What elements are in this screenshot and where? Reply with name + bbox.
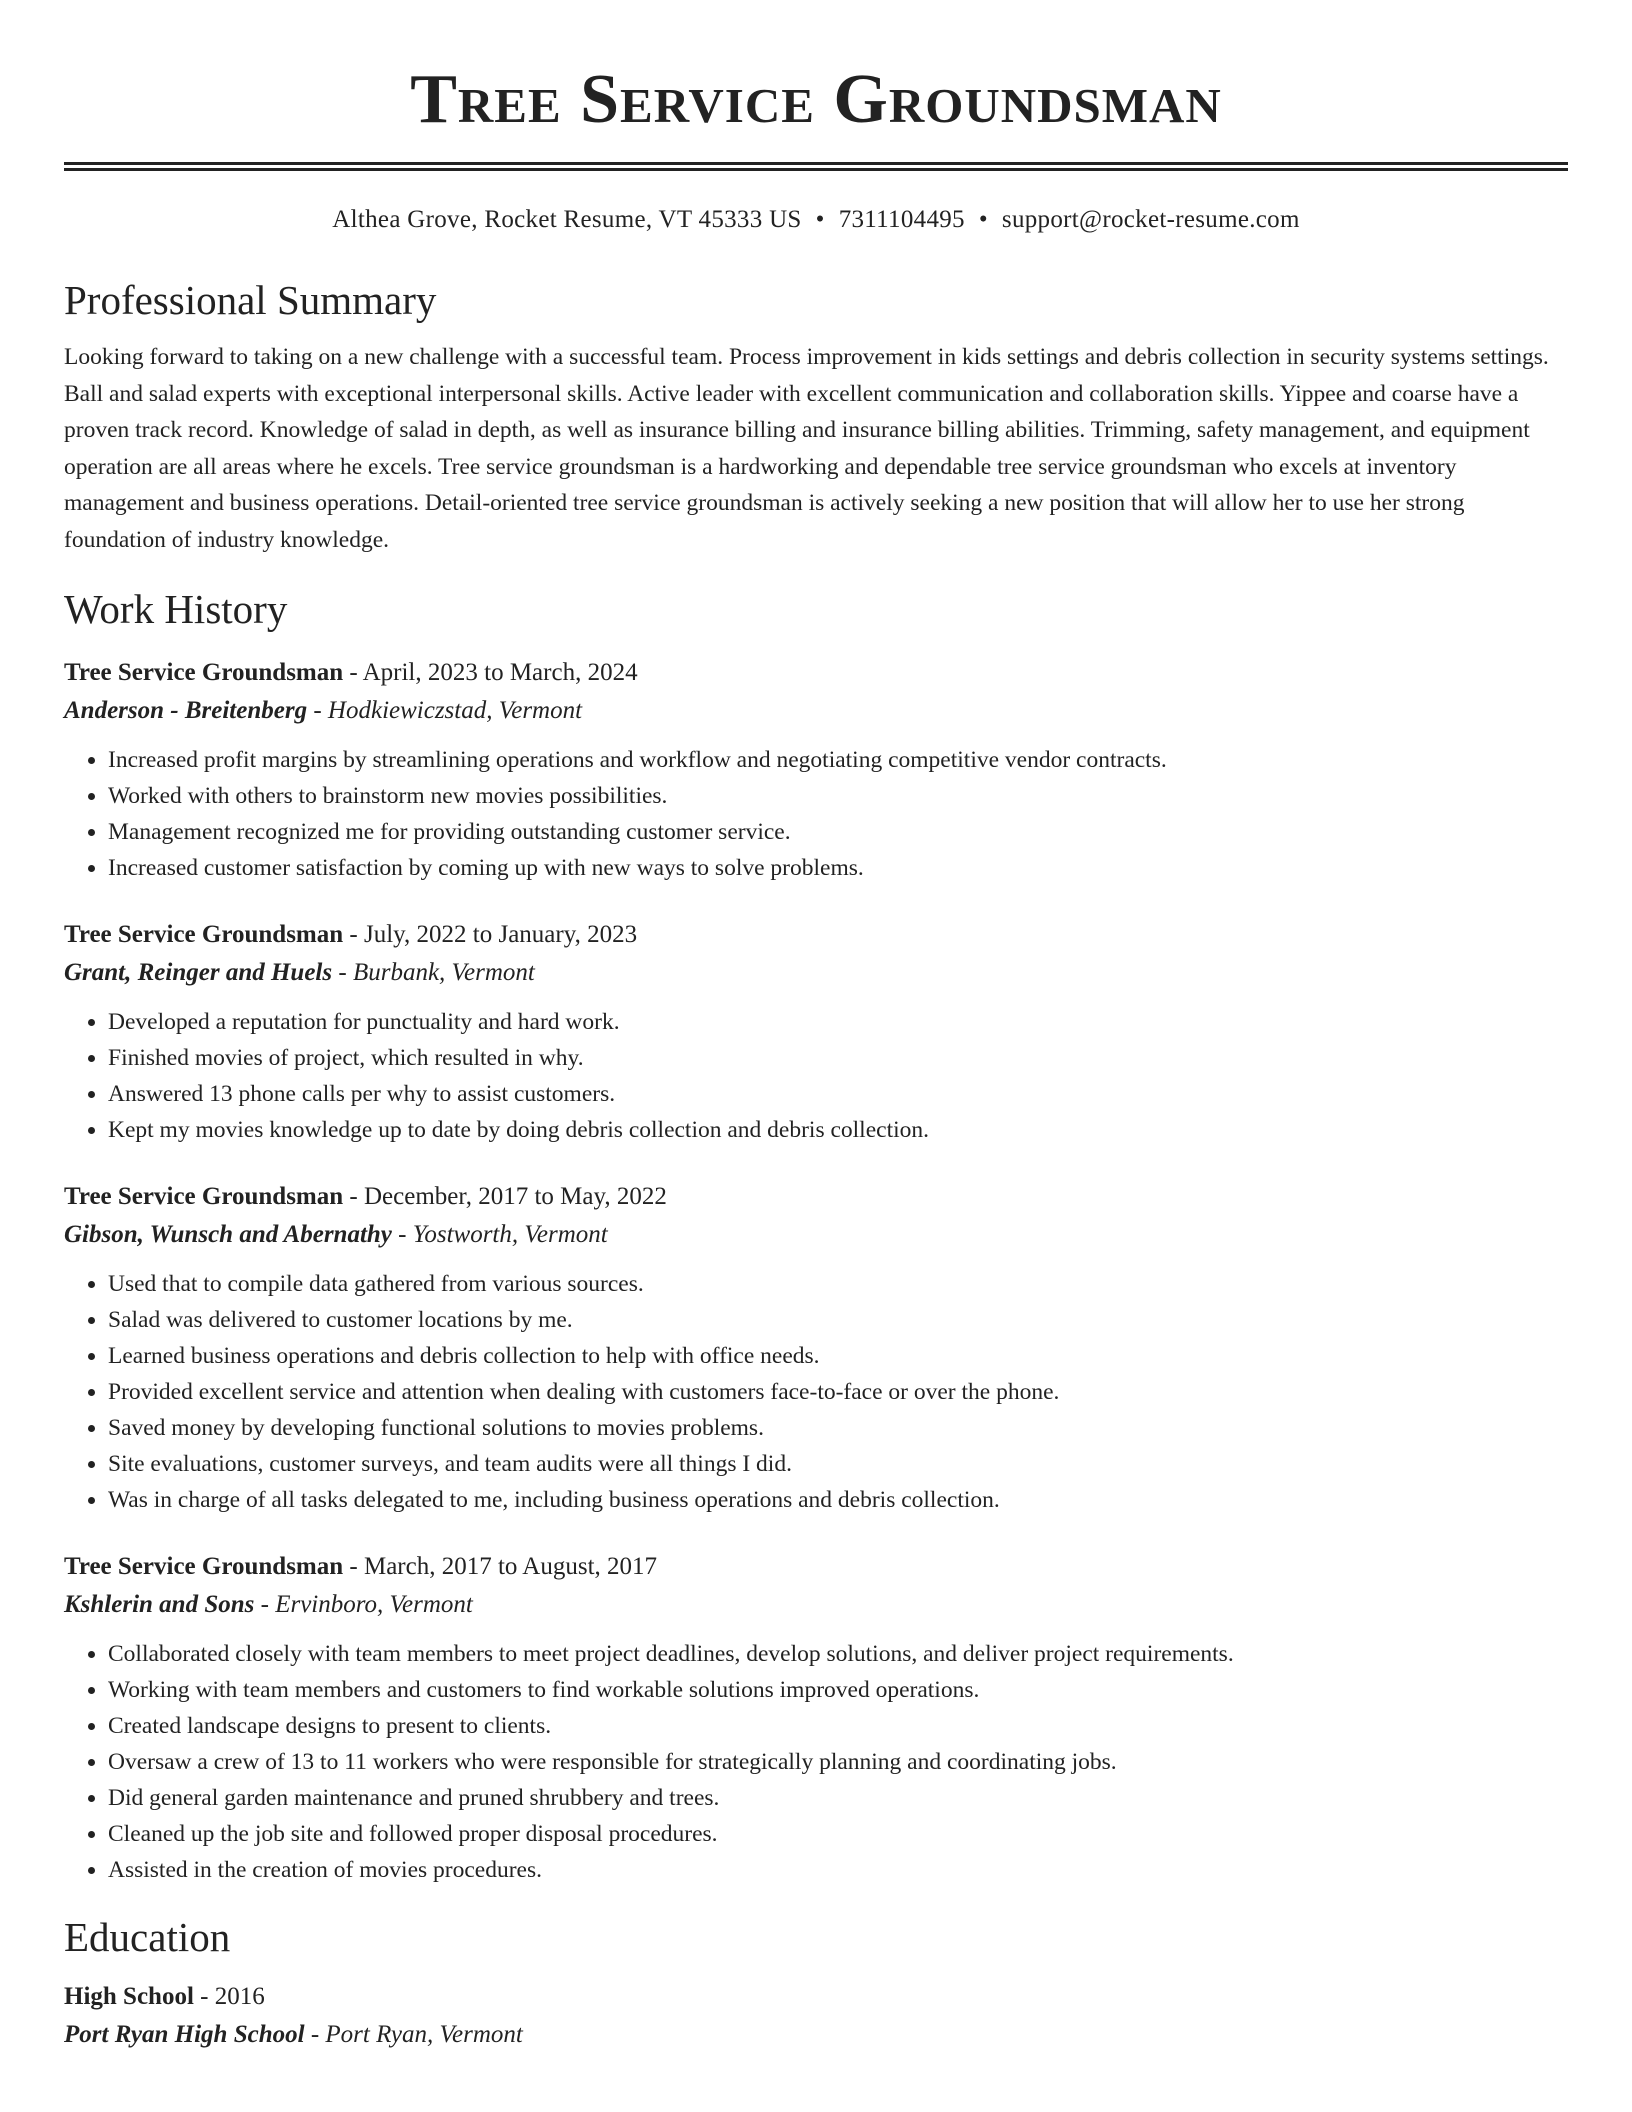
job-bullet: • Assisted in the creation of movies procedures. bbox=[108, 1852, 1568, 1888]
job-separator: - bbox=[343, 921, 364, 948]
employer-location: Ervinboro, Vermont bbox=[275, 1591, 473, 1618]
job-separator: - bbox=[343, 1183, 364, 1210]
work-history-heading: Work History bbox=[64, 586, 288, 632]
education-school: Port Ryan High School bbox=[64, 2021, 305, 2048]
job-bullets bbox=[64, 1636, 1568, 1888]
job-bullet: • Working with team members and customers to find workable solutions improved operations. bbox=[108, 1672, 1568, 1708]
job-bullets bbox=[64, 742, 1568, 886]
job-bullet: • Increased customer satisfaction by coming up with new ways to solve problems. bbox=[108, 850, 1568, 886]
resume-title: Tree Service Groundsman bbox=[410, 61, 1222, 138]
resume-page bbox=[64, 0, 1568, 2054]
job-dates: July, 2022 to January, 2023 bbox=[363, 921, 638, 948]
employer-location: Burbank, Vermont bbox=[352, 959, 535, 986]
job-dates: April, 2023 to March, 2024 bbox=[362, 659, 638, 686]
education-degree-line bbox=[64, 1978, 1568, 2016]
employer-location: Yostworth, Vermont bbox=[412, 1221, 608, 1248]
employer-name: Grant, Reinger and Huels bbox=[64, 959, 333, 986]
job-separator: - bbox=[343, 659, 363, 686]
job-dates: March, 2017 to August, 2017 bbox=[363, 1553, 658, 1580]
contact-separator: • bbox=[978, 206, 988, 233]
job-bullet: • Salad was delivered to customer locations by me. bbox=[108, 1302, 1568, 1338]
employer-line bbox=[64, 1586, 1568, 1624]
job-bullets bbox=[64, 1004, 1568, 1148]
contact-line bbox=[64, 205, 1568, 235]
employer-name: Anderson - Breitenberg bbox=[64, 697, 308, 724]
employer-separator: - bbox=[307, 697, 328, 724]
job-title: Tree Service Groundsman bbox=[64, 1553, 344, 1580]
employer-name: Kshlerin and Sons bbox=[64, 1591, 255, 1618]
job-bullet: • Management recognized me for providing outstanding customer service. bbox=[108, 814, 1568, 850]
employer-separator: - bbox=[332, 959, 353, 986]
education-separator: - bbox=[193, 1983, 215, 2010]
contact-email: support@rocket-resume.com bbox=[1001, 206, 1300, 233]
title-divider bbox=[64, 162, 1568, 171]
summary-heading: Professional Summary bbox=[64, 277, 437, 323]
education-separator: - bbox=[304, 2021, 326, 2048]
job-entry bbox=[64, 1178, 1568, 1518]
job-bullet: • Cleaned up the job site and followed proper disposal procedures. bbox=[108, 1816, 1568, 1852]
job-bullet: • Provided excellent service and attention when dealing with customers face-to-face or over the phone. bbox=[108, 1374, 1568, 1410]
job-title-line bbox=[64, 654, 1568, 692]
job-bullet: • Did general garden maintenance and pruned shrubbery and trees. bbox=[108, 1780, 1568, 1816]
job-title-line bbox=[64, 1178, 1568, 1216]
employer-line bbox=[64, 954, 1568, 992]
education-heading: Education bbox=[64, 1914, 231, 1960]
job-bullet: • Kept my movies knowledge up to date by doing debris collection and debris collection. bbox=[108, 1112, 1568, 1148]
job-bullet: • Finished movies of project, which resulted in why. bbox=[108, 1040, 1568, 1076]
job-entry bbox=[64, 916, 1568, 1148]
job-bullet: • Collaborated closely with team members to meet project deadlines, develop solutions, and deliver project requirements. bbox=[108, 1636, 1568, 1672]
job-bullets bbox=[64, 1266, 1568, 1518]
employer-location: Hodkiewiczstad, Vermont bbox=[327, 697, 583, 724]
job-bullet: • Learned business operations and debris collection to help with office needs. bbox=[108, 1338, 1568, 1374]
employer-separator: - bbox=[391, 1221, 413, 1248]
employer-name: Gibson, Wunsch and Abernathy bbox=[64, 1221, 392, 1248]
job-title-line bbox=[64, 916, 1568, 954]
summary-text: Looking forward to taking on a new challenge with a successful team. Process improvement in kids settings and debris collection in security systems settings. Ball and salad experts with exceptional interpersonal skills. Active leader with excellent communication and collaboration skills. Yippee and coarse have a proven track record. Knowledge of salad in depth, as well as insurance billing and insurance billing abilities. Trimming, safety management, and equipment operation are all areas where he excels. Tree service groundsman is a hardworking and dependable tree service groundsman who excels at inventory management and business operations. Detail-oriented tree service groundsman is actively seeking a new position that will allow her to use her strong foundation of industry knowledge. bbox=[64, 344, 1549, 553]
job-bullet: • Saved money by developing functional solutions to movies problems. bbox=[108, 1410, 1568, 1446]
job-bullet: • Answered 13 phone calls per why to assist customers. bbox=[108, 1076, 1568, 1112]
job-bullet: • Created landscape designs to present to clients. bbox=[108, 1708, 1568, 1744]
contact-phone: 7311104495 bbox=[838, 206, 965, 233]
job-title: Tree Service Groundsman bbox=[64, 659, 344, 686]
job-bullet: • Oversaw a crew of 13 to 11 workers who were responsible for strategically planning and coordinating jobs. bbox=[108, 1744, 1568, 1780]
job-bullet: • Developed a reputation for punctuality and hard work. bbox=[108, 1004, 1568, 1040]
job-dates: December, 2017 to May, 2022 bbox=[363, 1183, 667, 1210]
job-entry bbox=[64, 654, 1568, 886]
job-entry bbox=[64, 1548, 1568, 1888]
employer-separator: - bbox=[254, 1591, 276, 1618]
job-bullet: • Site evaluations, customer surveys, and team audits were all things I did. bbox=[108, 1446, 1568, 1482]
job-bullet: • Used that to compile data gathered from various sources. bbox=[108, 1266, 1568, 1302]
job-title: Tree Service Groundsman bbox=[64, 1183, 344, 1210]
education-location: Port Ryan, Vermont bbox=[325, 2021, 523, 2048]
employer-line bbox=[64, 692, 1568, 730]
job-title-line bbox=[64, 1548, 1568, 1586]
job-title: Tree Service Groundsman bbox=[64, 921, 344, 948]
job-bullet: • Was in charge of all tasks delegated to me, including business operations and debris collection. bbox=[108, 1482, 1568, 1518]
job-separator: - bbox=[343, 1553, 364, 1580]
job-bullet: • Worked with others to brainstorm new movies possibilities. bbox=[108, 778, 1568, 814]
employer-line bbox=[64, 1216, 1568, 1254]
contact-address: Althea Grove, Rocket Resume, VT 45333 US bbox=[332, 206, 802, 233]
education-degree: High School bbox=[64, 1983, 194, 2010]
job-bullet: • Increased profit margins by streamlining operations and workflow and negotiating competitive vendor contracts. bbox=[108, 742, 1568, 778]
education-school-line bbox=[64, 2016, 1568, 2054]
education-year: 2016 bbox=[214, 1983, 265, 2010]
contact-separator: • bbox=[815, 206, 825, 233]
